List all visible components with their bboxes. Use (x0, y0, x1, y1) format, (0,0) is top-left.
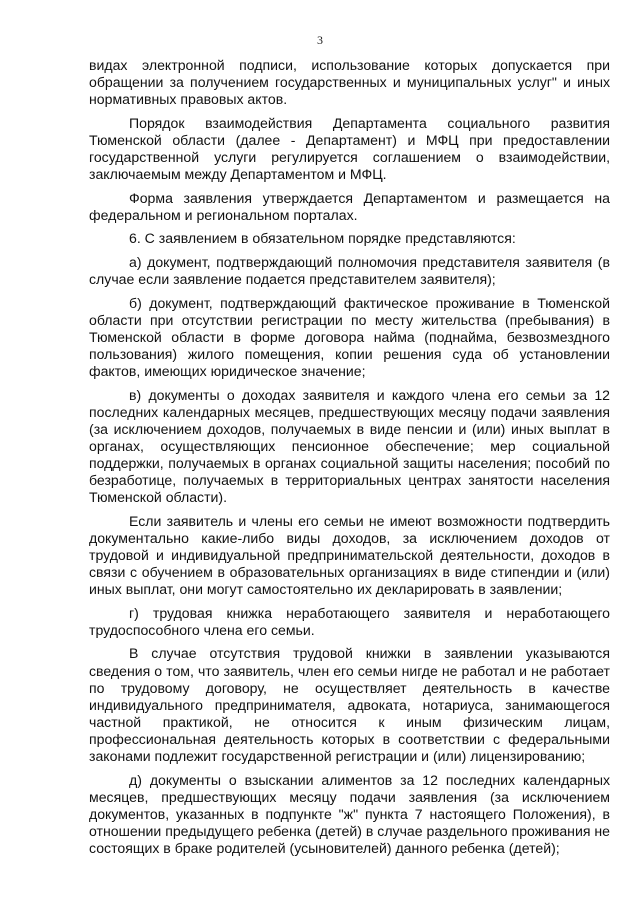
paragraph-item-6: 6. С заявлением в обязательном порядке представляются: (129, 230, 516, 247)
page-number: 3 (317, 33, 323, 47)
paragraph-subitem-d: д) документы о взыскании алиментов за 12 последних календарных месяцев, предшествующих месяцу подачи заявления (за исключением документов, указанных в подпункте "ж" пункта 7 настоящего Положения), в отношении предыдущего ребенка (детей) в случае раздельного проживания не состоящих в браке родителей (усыновителей) данного ребенка (детей); (89, 771, 610, 856)
paragraph-subitem-v: в) документы о доходах заявителя и каждого члена его семьи за 12 последних календарных месяцев, предшествующих месяцу подачи заявления (за исключением доходов, получаемых в виде пенсии и (или) иных выплат в органах, осуществляющих пенсионное обеспечение; мер социальной поддержки, получаемых в органах социальной защиты населения; пособий по безработице, получаемых в территориальных центрах занятости населения Тюменской области). (89, 386, 610, 506)
paragraph-continued: видах электронной подписи, использование которых допускается при обращении за получением государственных и муниципальных услуг" и иных нормативных правовых актов. (89, 57, 610, 108)
paragraph: Если заявитель и члены его семьи не имеют возможности подтвердить документально какие-либо виды доходов, за исключением доходов от трудовой и индивидуальной предпринимательской деятельности, доходов в связи с обучением в образовательных организациях в виде стипендии и (или) иных выплат, они могут самостоятельно их декларировать в заявлении; (89, 512, 610, 598)
paragraph-subitem-b: б) документ, подтверждающий фактическое проживание в Тюменской области при отсутствии регистрации по месту жительства (пребывания) в Тюменской области в форме договора найма (поднайма, безвозмездного пользования) жилого помещения, копии решения суда об установлении фактов, имеющих юридическое значение; (89, 294, 610, 379)
paragraph: Форма заявления утверждается Департаментом и размещается на федеральном и региональном порталах. (89, 189, 610, 223)
paragraph-subitem-g: г) трудовая книжка неработающего заявителя и неработающего трудоспособного члена его семьи. (89, 604, 610, 638)
page-body (89, 57, 610, 864)
paragraph: Порядок взаимодействия Департамента социального развития Тюменской области (далее - Департамент) и МФЦ при предоставлении государственной услуги регулируется соглашением о взаимодействии, заключаемым между Департаментом и МФЦ. (89, 114, 610, 183)
paragraph: В случае отсутствия трудовой книжки в заявлении указываются сведения о том, что заявитель, член его семьи нигде не работал и не работает по трудовому договору, не осуществляет деятельность в качестве индивидуального предпринимателя, адвоката, нотариуса, занимающегося частной практикой, не относится к иным физическим лицам, профессиональная деятельность которых в соответствии с федеральными законами подлежит государственной регистрации и (или) лицензированию; (89, 645, 610, 764)
paragraph-subitem-a: а) документ, подтверждающий полномочия представителя заявителя (в случае если заявление подается представителем заявителя); (89, 253, 610, 288)
